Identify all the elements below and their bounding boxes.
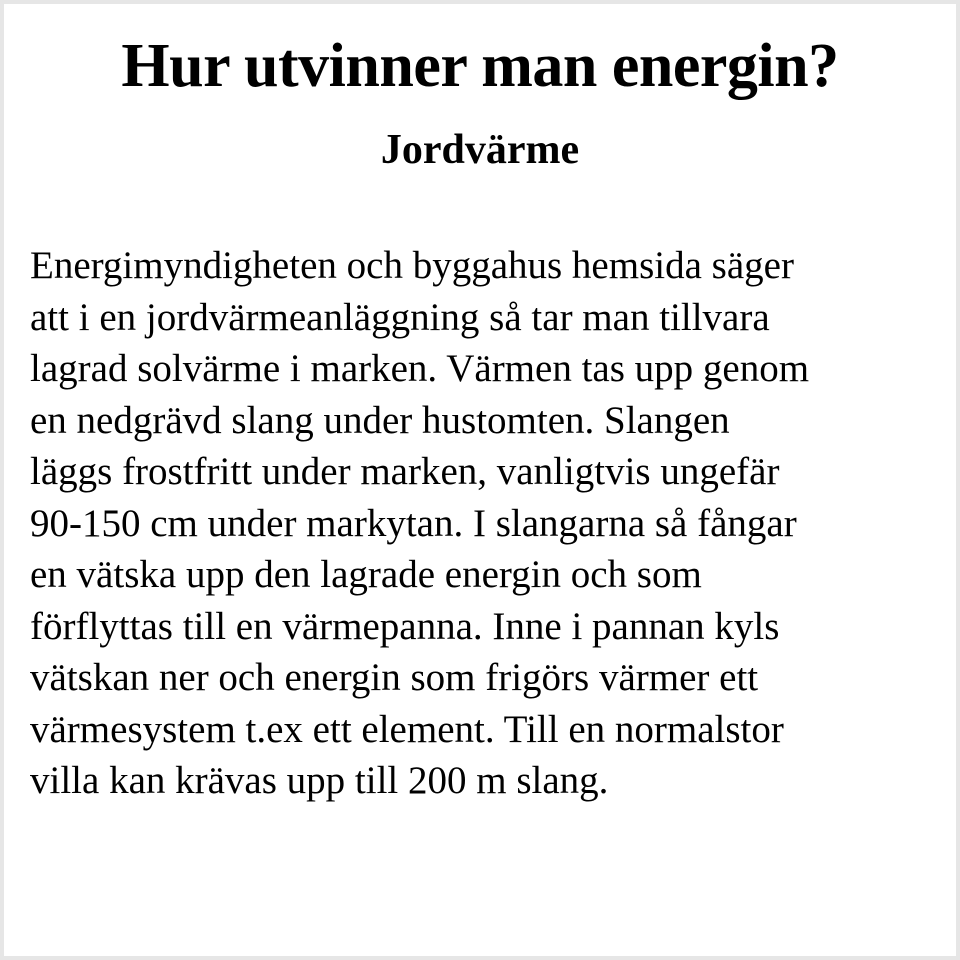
paragraph-line: en nedgrävd slang under hustomten. Slangen (30, 398, 730, 442)
paragraph-line: vätskan ner och energin som frigörs värmer ett (30, 656, 759, 699)
paragraph-line: värmesystem t.ex ett element. Till en normalstor (30, 707, 784, 751)
page-title: Hur utvinner man energin? (121, 32, 839, 100)
body-paragraph (30, 240, 936, 807)
paragraph-line: att i en jordvärmeanläggning så tar man tillvara (30, 295, 770, 339)
section-heading: Jordvärme (380, 127, 580, 173)
paragraph-line: en vätska upp den lagrade energin och som (30, 553, 702, 596)
paragraph-line: förflyttas till en värmepanna. Inne i pannan kyls (30, 604, 780, 648)
paragraph-line: Energimyndigheten och byggahus hemsida säger (30, 244, 794, 287)
paragraph-line: 90-150 cm under markytan. I slangarna så fångar (30, 501, 797, 545)
paragraph-line: lagrad solvärme i marken. Värmen tas upp genom (30, 347, 810, 390)
paragraph-line: villa kan krävas upp till 200 m slang. (30, 759, 609, 802)
paragraph-line: läggs frostfritt under marken, vanligtvis ungefär (30, 450, 780, 493)
